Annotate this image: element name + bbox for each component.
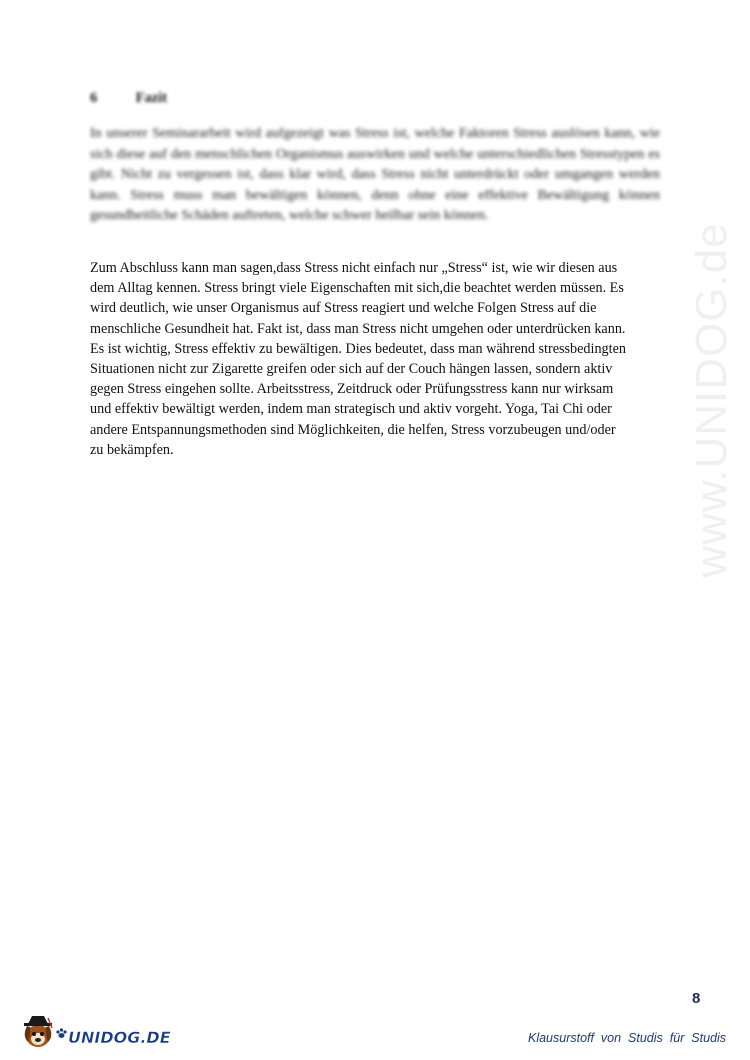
page-number: 8 bbox=[692, 990, 701, 1007]
logo-graphic bbox=[18, 1010, 171, 1052]
watermark: www.UNIDOG.de bbox=[687, 222, 736, 578]
section-title: Fazit bbox=[135, 90, 168, 106]
footer-tagline: Klausurstoff von Studis für Studis bbox=[527, 1031, 726, 1045]
paw-icon bbox=[56, 1028, 66, 1038]
section-number: 6 bbox=[90, 90, 98, 106]
unidog-logo bbox=[18, 1010, 171, 1052]
blurred-paragraph: In unserer Seminararbeit wird aufgezeigt was Stress ist, welche Faktoren Stress auslösen kann, wie sich diese auf den menschlichen Organismus auswirken und welche unterschiedlichen Stresstypen es gibt. Nicht zu vergessen ist, dass klar wird, dass Stress nicht unterdrückt oder umgangen werden kann. Stress muss man bewältigen können, denn ohne eine effektive Bewältigung können gesundheitliche Schäden auftreten, welche schwer heilbar sein können. bbox=[90, 126, 660, 223]
logo-wordmark: UNIDOG.DE bbox=[68, 1028, 171, 1047]
dog-mascot-icon bbox=[24, 1016, 52, 1047]
section-heading bbox=[90, 90, 167, 107]
conclusion-paragraph: Zum Abschluss kann man sagen,dass Stress nicht einfach nur „Stress“ ist, wie wir diesen aus dem Alltag kennen. Stress bringt viele Eigenschaften mit sich,die beachtet werden müssen. Es wird deutlich, wie unser Organismus auf Stress reagiert und welche Folgen Stress auf die menschliche Gesundheit hat. Fakt ist, dass man Stress nicht umgehen oder unterdrücken kann. Es ist wichtig, Stress effektiv zu bewältigen. Dies bedeutet, dass man während stressbedingten Situationen nicht zur Zigarette greifen oder sich auf der Couch hängen lassen, sondern aktiv gegen Stress eingehen sollte. Arbeitsstress, Zeitdruck oder Prüfungsstress kann nur wirksam und effektiv bewältigt werden, indem man strategisch und aktiv vorgeht. Yoga, Tai Chi oder andere Entspannungsmethoden sind Möglichkeiten, die helfen, Stress vorzubeugen und/oder zu bekämpfen. bbox=[90, 260, 626, 458]
